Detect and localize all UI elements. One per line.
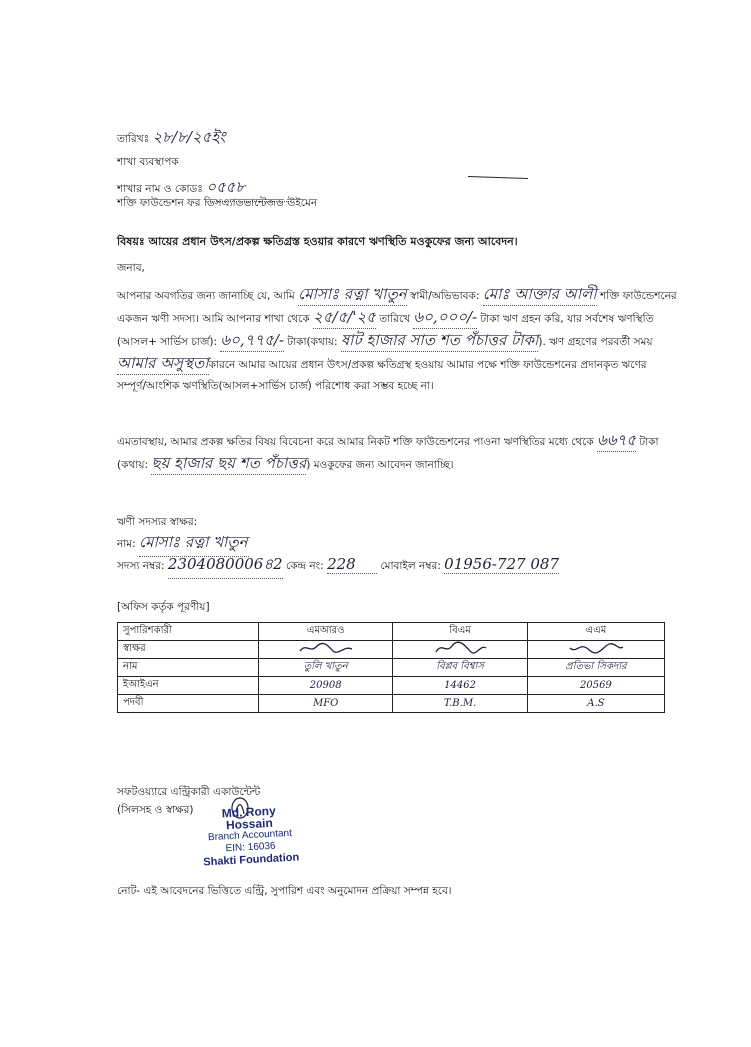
date-value: ২৮/৮/২৫ইং — [152, 128, 226, 146]
mobile-label: মোবাইল নম্বর: — [380, 560, 441, 572]
office-heading: [অফিস কর্তৃক পূরণীয়] — [117, 601, 210, 613]
para1-text-6: টাকা(কথায়: — [287, 336, 338, 348]
waive-words: ছয় হাজার ছয় শত পঁচাত্তর — [151, 453, 306, 475]
para2-text-3: ) মওকুফের জন্য আবেদন জানাচ্ছি। — [306, 459, 454, 471]
loan-amount: ৬০,০০০/- — [413, 307, 477, 329]
office-table-header — [118, 623, 665, 641]
branch-code: ০৫৫৮ — [206, 176, 291, 202]
application-paragraph-1 — [117, 284, 677, 397]
signature-scribble — [296, 641, 356, 655]
waive-amount: ৬৬৭৫ — [597, 430, 636, 452]
loan-date: ২৫/৫/'২৫ — [313, 307, 376, 329]
para1-text-5: টাকা ঋণ গ্রহন করি, যার সর্বশেষ ঋণস্থিতি (আসল+ সার্ভিস চার্জ): — [117, 313, 654, 348]
table-row — [118, 659, 665, 677]
row-label: নাম — [118, 659, 259, 677]
signature-cell — [259, 641, 393, 659]
header-cell: এএম — [527, 623, 664, 641]
signature-scribble — [430, 641, 490, 655]
table-cell: বিপ্লব বিশ্বাস — [393, 659, 527, 677]
table-cell: A.S — [527, 695, 664, 713]
signature-cell — [393, 641, 527, 659]
stamp-role: Branch Accountant — [207, 827, 293, 844]
branch-label: শাখার নাম ও কোডঃ — [117, 183, 203, 195]
date-line — [117, 126, 226, 151]
accountant-stamp — [198, 803, 301, 868]
pen-stroke — [468, 176, 528, 179]
footer-note: নোট- এই আবেদনের ভিত্তিতে এন্ট্রি, সুপারিশ এবং অনুমোদন প্রক্রিয়া সম্পন্ন হবে। — [117, 885, 452, 897]
para1-text-3: শক্তি ফাউন্ডেশনের একজন ঋণী সদস্য। আমি আপনার শাখা থেকে — [117, 290, 677, 325]
borrower-name: মোসাঃ রত্না খাতুন — [298, 284, 407, 306]
signature-cell — [527, 641, 664, 659]
header-cell: এমআরও — [259, 623, 393, 641]
table-cell: তুলি খাতুন — [259, 659, 393, 677]
para2-text-1: এমতাবস্থায়, আমার প্রকল্প ক্ষতির বিষয় বিবেচনা করে আমার নিকট শক্তি ফাউন্ডেশনের পাওনা ঋণস্থিতির মধ্যে থেকে — [117, 436, 594, 448]
loss-cause: আমার অসুস্থতা — [117, 353, 209, 375]
table-cell: T.B.M. — [393, 695, 527, 713]
row-label: পদবী — [118, 695, 259, 713]
outstanding-amount: ৬০,৭৭৫/- — [220, 330, 284, 352]
header-cell: সুপারিশকারী — [118, 623, 259, 641]
borrower-signed-name: মোসাঃ রত্না খাতুন — [139, 531, 249, 557]
row-label: স্বাক্ষর — [118, 641, 259, 659]
office-table — [117, 622, 665, 713]
outstanding-words: ষাট হাজার সাত শত পঁচাত্তর টাকা — [341, 330, 539, 352]
accountant-seal-note: (সিলসহ ও স্বাক্ষর) — [117, 804, 194, 816]
center-label: কেন্দ্র নং: — [285, 560, 324, 572]
table-row — [118, 641, 665, 659]
table-row — [118, 695, 665, 713]
stamp-org: Shakti Foundation — [203, 851, 300, 869]
member-label: সদস্য নম্বর: — [117, 560, 165, 572]
name-label: নাম: — [117, 538, 136, 550]
mobile-number: 01956-727 087 — [444, 555, 559, 573]
table-cell: MFO — [259, 695, 393, 713]
para1-text-7: ). ঋণ গ্রহণের পরবর্তী সময় — [538, 336, 653, 348]
date-label: তারিখঃ — [117, 133, 150, 145]
table-cell: 14462 — [393, 677, 527, 695]
manager-label: শাখা ব্যবস্থাপক — [117, 156, 179, 168]
guardian-name: মোঃ আক্তার আলী — [483, 284, 597, 306]
para2-text-2: টাকা (কথায়: — [117, 436, 659, 471]
para1-text-2: স্বামী/অভিভাবক: — [410, 290, 480, 302]
accountant-title: সফটওয়্যারে এন্ট্রিকারী একাউন্টেন্ট — [117, 786, 261, 798]
table-row — [118, 677, 665, 695]
org-line: শক্তি ফাউন্ডেশন ফর ডিসএ্যাডভান্টেজড উইমেন — [117, 197, 318, 209]
salutation: জনাব, — [117, 262, 145, 274]
stamp-name: Md. Rony Hossain — [221, 803, 277, 833]
para1-text-1: আপনার অবগতির জন্য জানাচ্ছি যে, আমি — [117, 290, 295, 302]
member-number: 2304080006৪2 — [168, 553, 283, 579]
signature-scribble — [566, 641, 626, 655]
application-paragraph-2 — [117, 430, 677, 476]
member-info-line — [117, 553, 559, 579]
table-cell: 20908 — [259, 677, 393, 695]
header-cell: বিএম — [393, 623, 527, 641]
table-cell: প্রতিভা সিকদার — [527, 659, 664, 677]
table-cell: 20569 — [527, 677, 664, 695]
stamp-ein: EIN: 16036 — [225, 840, 276, 855]
borrower-signature-label: ঋণী সদস্যর স্বাক্ষর: — [117, 516, 198, 528]
para1-text-8: কারনে আমার আয়ের প্রধান উৎস/প্রকল্প ক্ষতিগ্রস্থ হওয়ায় আমার পক্ষে শক্তি ফাউন্ডেশনের প্রদানকৃত ঋণের সম্পূর্ণ/আংশিক ঋণস্থিতি(আসল+সার্ভিস চার্জ) পরিশোধ করা সম্ভব হচ্ছে না। — [117, 359, 647, 392]
center-number: 228 — [327, 555, 377, 574]
row-label: ইআইএন — [118, 677, 259, 695]
para1-text-4: তারিখে — [379, 313, 411, 325]
subject: বিষয়ঃ আয়ের প্রধান উৎস/প্রকল্প ক্ষতিগ্রস্ত হওয়ার কারণে ঋণস্থিতি মওকুফের জন্য আবেদন। — [117, 235, 518, 248]
